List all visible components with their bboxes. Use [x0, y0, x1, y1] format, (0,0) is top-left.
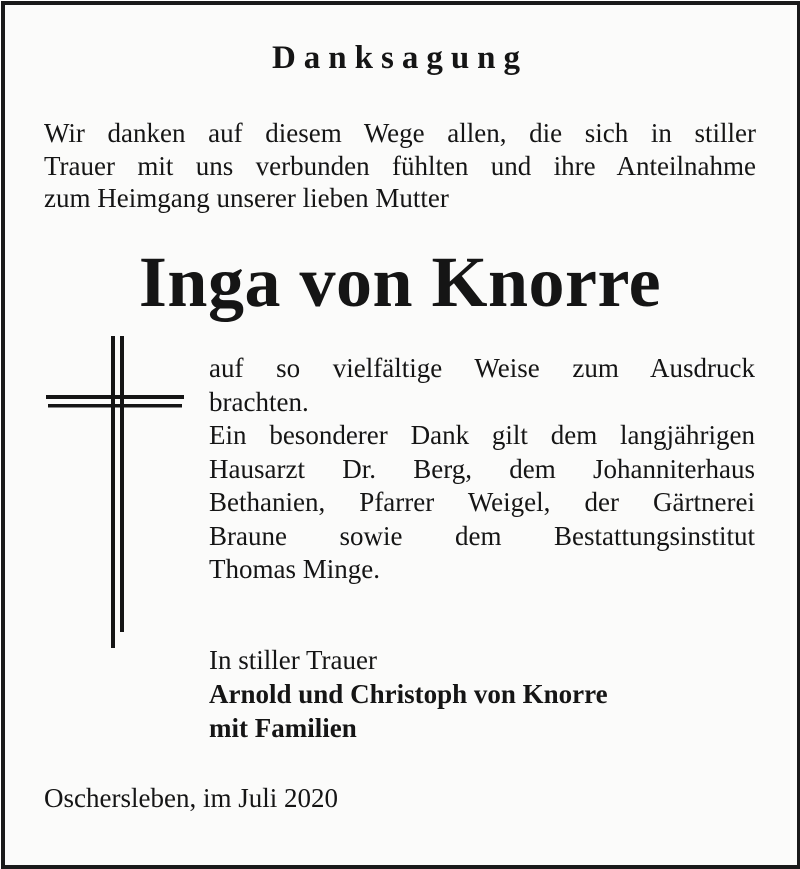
cross-icon — [46, 336, 184, 648]
signature-names: Arnold und Christoph von Knorre — [209, 679, 608, 709]
deceased-name: Inga von Knorre — [138, 242, 662, 322]
body-line: Hausarzt Dr. Berg, dem Johanniterhaus — [209, 453, 755, 484]
intro-line: Trauer mit uns verbunden fühlten und ihre Anteilnahme — [44, 150, 756, 181]
signature-block — [209, 643, 769, 745]
intro-paragraph — [44, 117, 756, 215]
body-line: Braune sowie dem Bestattungsinstitut — [209, 520, 755, 551]
intro-line: zum Heimgang unserer lieben Mutter — [44, 183, 449, 213]
body-line: auf so vielfältige Weise zum Ausdruck — [209, 353, 755, 383]
place-date: Oschersleben, im Juli 2020 — [44, 783, 338, 813]
notice-title: Danksagung — [271, 40, 529, 76]
body-line: Ein besonderer Dank gilt dem langjährigen — [209, 420, 755, 450]
thanks-paragraph — [209, 352, 755, 587]
body-line: Thomas Minge. — [209, 554, 380, 584]
signature-family: mit Familien — [209, 713, 357, 743]
body-line: Bethanien, Pfarrer Weigel, der Gärtnerei — [209, 487, 755, 517]
intro-line: Wir danken auf diesem Wege allen, die sich in stiller — [44, 118, 756, 148]
signature-greeting: In stiller Trauer — [209, 645, 377, 675]
body-line: brachten. — [209, 386, 309, 417]
